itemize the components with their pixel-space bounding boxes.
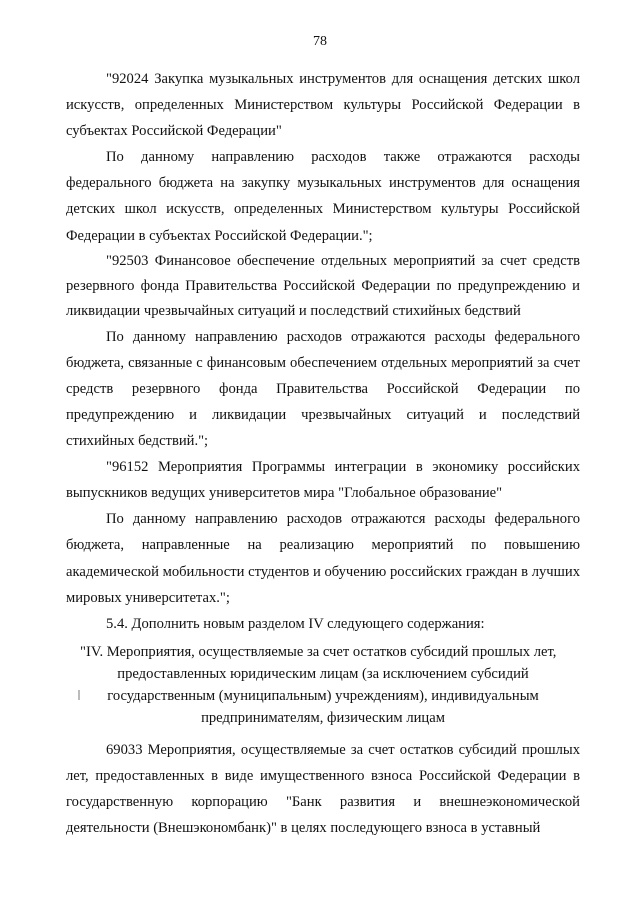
paragraph-92024-title: "92024 Закупка музыкальных инструментов для оснащения детских школ искусств, определенных Министерством культуры Российской Федерации в субъектах Российской Федерации" — [66, 71, 580, 140]
paragraph-92503-description: По данному направлению расходов отражаются расходы федерального бюджета, связанные с финансовым обеспечением отдельных мероприятий за счет средств резервного фонда Правительства Российской Федерации по предупреждению и ликвидации чрезвычайных ситуаций и последствий стихийных бедствий."; — [66, 328, 580, 450]
paragraph-5-4-instruction: 5.4. Дополнить новым разделом IV следующего содержания: — [106, 615, 485, 632]
section-heading-line: предпринимателям, физическим лицам — [201, 709, 445, 726]
paragraph-92024-description: По данному направлению расходов также отражаются расходы федерального бюджета на закупку музыкальных инструментов для оснащения детских школ искусств, определенных Министерством культуры Российской Федерации в субъектах Российской Федерации."; — [66, 149, 580, 244]
page-number: 78 — [313, 34, 327, 49]
paragraph-69033: 69033 Мероприятия, осуществляемые за счет остатков субсидий прошлых лет, предоставленных в виде имущественного взноса Российской Федерации в государственную корпорацию "Банк развития и внешнеэкономической деятельности (Внешэкономбанк)" в целях последующего взноса в уставный — [66, 741, 580, 837]
document-body — [66, 66, 580, 841]
scan-artifact — [78, 690, 80, 700]
section-heading-line: государственным (муниципальным) учреждениям), индивидуальным — [107, 687, 539, 704]
paragraph-96152-description: По данному направлению расходов отражаются расходы федерального бюджета, направленные на реализацию мероприятий по повышению академической мобильности студентов и обучению российских граждан в лучших мировых университетах."; — [66, 511, 580, 606]
section-heading-line: предоставленных юридическим лицам (за исключением субсидий — [117, 665, 529, 682]
paragraph-92503-title: "92503 Финансовое обеспечение отдельных мероприятий за счет средств резервного фонда Правительства Российской Федерации по предупреждению и ликвидации чрезвычайных ситуаций и последствий стихийных бедствий — [66, 252, 580, 319]
section-iv-heading — [66, 641, 580, 737]
paragraph-96152-title: "96152 Мероприятия Программы интеграции в экономику российских выпускников ведущих университетов мира "Глобальное образование" — [66, 459, 580, 502]
section-heading-line: "IV. Мероприятия, осуществляемые за счет остатков субсидий прошлых лет, — [80, 643, 557, 660]
